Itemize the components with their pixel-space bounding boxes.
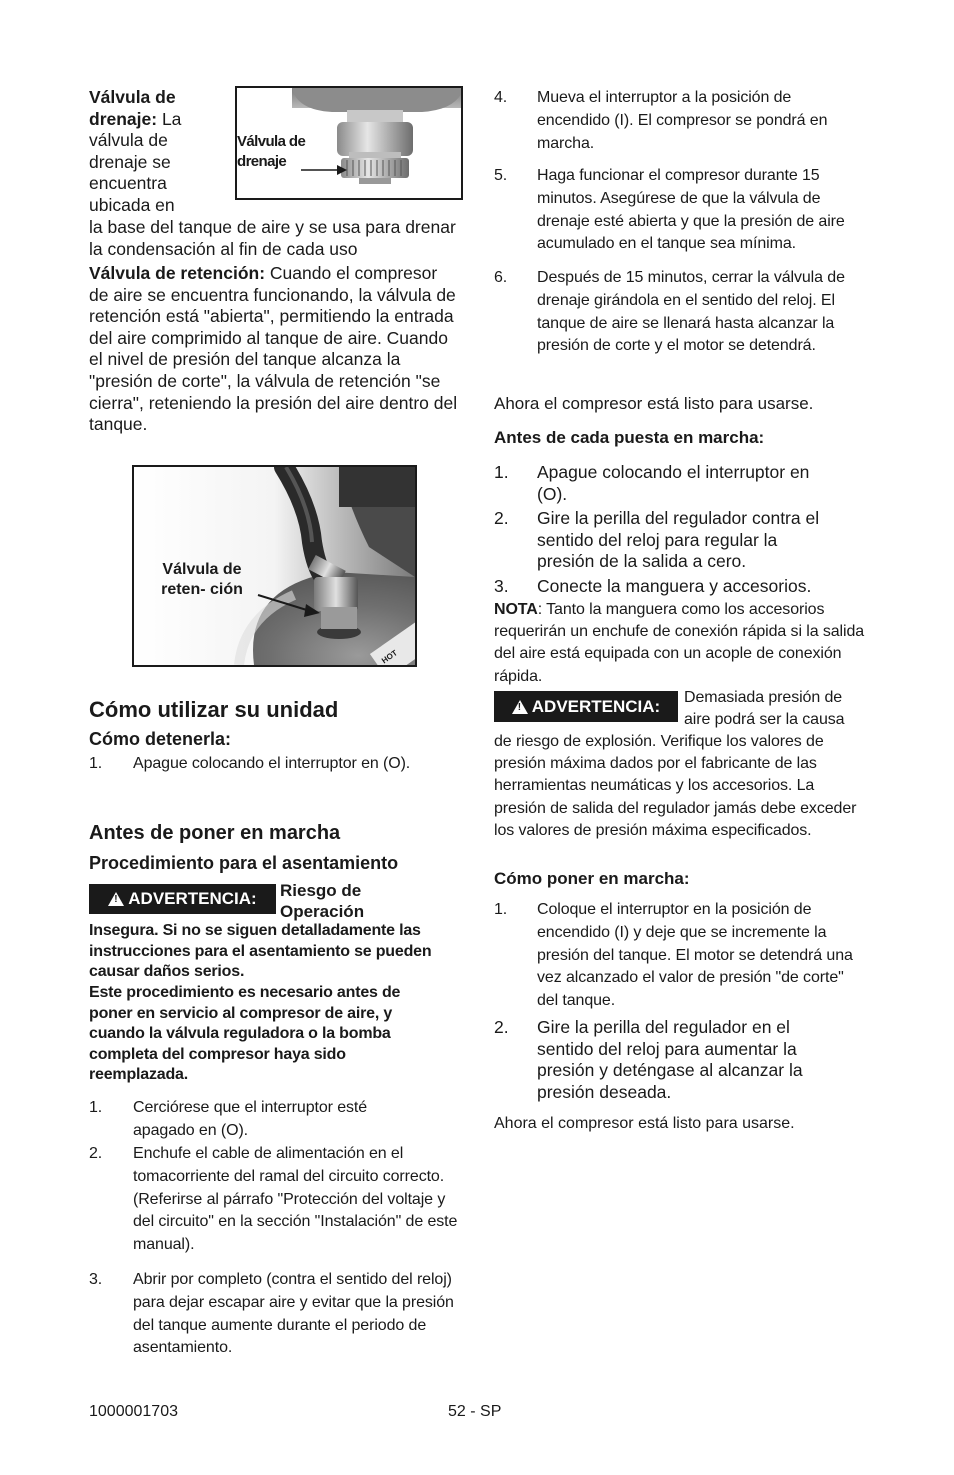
each-start-step-1-text: Apague colocando el interruptor en (O). [537, 462, 810, 504]
seating-step-2-text: Enchufe el cable de alimentación en el tomacorriente del ramal del circuito correcto. (Referirse al párrafo "Protección del voltaje y del circuito" en la sección "Instalación" de este manual). [133, 1145, 458, 1254]
note-paragraph [494, 599, 866, 688]
right-warning-badge [494, 691, 678, 722]
seating-step-5-text: Haga funcionar el compresor durante 15 minutos. Asegúrese de que la válvula de drenaje esté abierta y que la presión de aire acumulado en el tanque sea mínima. [537, 167, 845, 253]
each-start-step-3-text: Conecte la manguera y accesorios. [537, 576, 812, 596]
seating-step-1-number: 1. [89, 1099, 103, 1116]
each-start-step-3-number: 3. [494, 576, 509, 596]
left-warning-title: Riesgo de Operación [280, 881, 365, 921]
drain-valve-figure [235, 86, 463, 200]
left-warning-text-1: Insegura. Si no se siguen detalladamente las instrucciones para el asentamiento se pueden causar daños serios. [89, 922, 432, 981]
left-warning-label: ADVERTENCIA: [128, 889, 257, 908]
seating-step-5-number: 5. [494, 167, 508, 184]
left-warning-text-2: Este procedimiento es necesario antes de poner en servicio al compresor de aire, y cuando la válvula reguladora o la bomba completa del compresor haya sido reemplazada. [89, 984, 401, 1084]
drain-valve-figure-label: Válvula de drenaje [237, 133, 306, 170]
footer-doc-number: 1000001703 [89, 1403, 178, 1420]
right-warning-rest: de riesgo de explosión. Verifique los valores de presión máxima dados por el fabricante de las herramientas neumáticas y los accesorios. La presión de salida del regulador jamás debe exceder los valores de presión máxima especificados. [494, 733, 857, 839]
check-valve-figure [132, 465, 417, 667]
ready-text-1: Ahora el compresor está listo para usarse. [494, 394, 814, 413]
check-valve-title: Válvula de retención: [89, 263, 266, 283]
start-step-1-number: 1. [494, 901, 508, 918]
each-start-step-2-number: 2. [494, 508, 509, 528]
seating-step-6-text: Después de 15 minutos, cerrar la válvula de drenaje girándola en el sentido del reloj. El tanque de aire se llenará hasta alcanzar la presión de corte y el motor se detendrá. [537, 269, 845, 355]
hot-sticker-text: HOT [379, 648, 399, 665]
note-text: : Tanto la manguera como los accesorios requerirán un enchufe de conexión rápida si la salida del aire está equipada con un acople de conexión rápida. [494, 601, 865, 685]
drain-valve-paragraph-narrow [89, 87, 229, 217]
start-step-2-number: 2. [494, 1017, 509, 1037]
right-warning-first: Demasiada presión de aire podrá ser la causa [684, 689, 845, 729]
ready-text-2: Ahora el compresor está listo para usarse. [494, 1115, 795, 1132]
drain-valve-text-narrow: La válvula de drenaje se encuentra ubicada en [89, 108, 182, 215]
seating-step-4-text: Mueva el interruptor a la posición de encendido (I). El compresor se pondrá en marcha. [537, 89, 828, 152]
note-label: NOTA [494, 601, 538, 618]
check-valve-text: Cuando el compresor de aire se encuentra funcionando, la válvula de retención está "abierta", permitiendo la entrada del aire comprimido al tanque de aire. Cuando el nivel de presión del tanque alcanza la "presión de corte", la válvula de retención "se cierra", reteniendo la presión del aire dentro del tanque. [89, 263, 458, 435]
start-step-2-text: Gire la perilla del regulador en el sentido del reloj para aumentar la presión y deténgase al alcanzar la presión deseada. [537, 1017, 803, 1102]
check-valve-figure-label: Válvula de reten- ción [161, 561, 243, 598]
stop-step-number: 1. [89, 755, 103, 772]
seating-step-1-text: Cerciórese que el interruptor esté apagado en (O). [133, 1099, 368, 1139]
warning-triangle-icon [108, 892, 124, 906]
before-start-heading: Antes de poner en marcha [89, 822, 341, 844]
each-start-step-1-number: 1. [494, 462, 509, 482]
start-step-1-text: Coloque el interruptor en la posición de encendido (I) y deje que se incremente la presión del tanque. El motor se detendrá una vez alcanzado el valor de presión "de corte" del tanque. [537, 901, 853, 1010]
seating-step-3-number: 3. [89, 1271, 103, 1288]
each-start-step-2-text: Gire la perilla del regulador contra el sentido del reloj para regular la presión de la salida a cero. [537, 508, 820, 572]
how-to-use-heading: Cómo utilizar su unidad [89, 697, 339, 722]
stop-step-text: Apague colocando el interruptor en (O). [133, 755, 411, 772]
right-warning-label: ADVERTENCIA: [531, 696, 661, 716]
seating-step-4-number: 4. [494, 89, 508, 106]
warning-triangle-icon [512, 700, 528, 714]
seating-step-2-number: 2. [89, 1145, 103, 1162]
footer-page-number: 52 - SP [448, 1403, 502, 1420]
how-to-start-heading: Cómo poner en marcha: [494, 869, 690, 888]
drain-valve-title: Válvula de drenaje: [89, 87, 176, 129]
seating-procedure-heading: Procedimiento para el asentamiento [89, 853, 399, 873]
seating-step-3-text: Abrir por completo (contra el sentido del reloj) para dejar escapar aire y evitar que la presión del tanque aumente durante el periodo de asentamiento. [133, 1271, 454, 1357]
drain-valve-paragraph-wide: la base del tanque de aire y se usa para drenar la condensación al fin de cada uso [89, 217, 456, 259]
left-warning-badge [89, 884, 276, 914]
each-start-heading: Antes de cada puesta en marcha: [494, 428, 765, 447]
check-valve-paragraph [89, 263, 459, 436]
seating-step-6-number: 6. [494, 269, 508, 286]
how-to-stop-heading: Cómo detenerla: [89, 729, 232, 749]
